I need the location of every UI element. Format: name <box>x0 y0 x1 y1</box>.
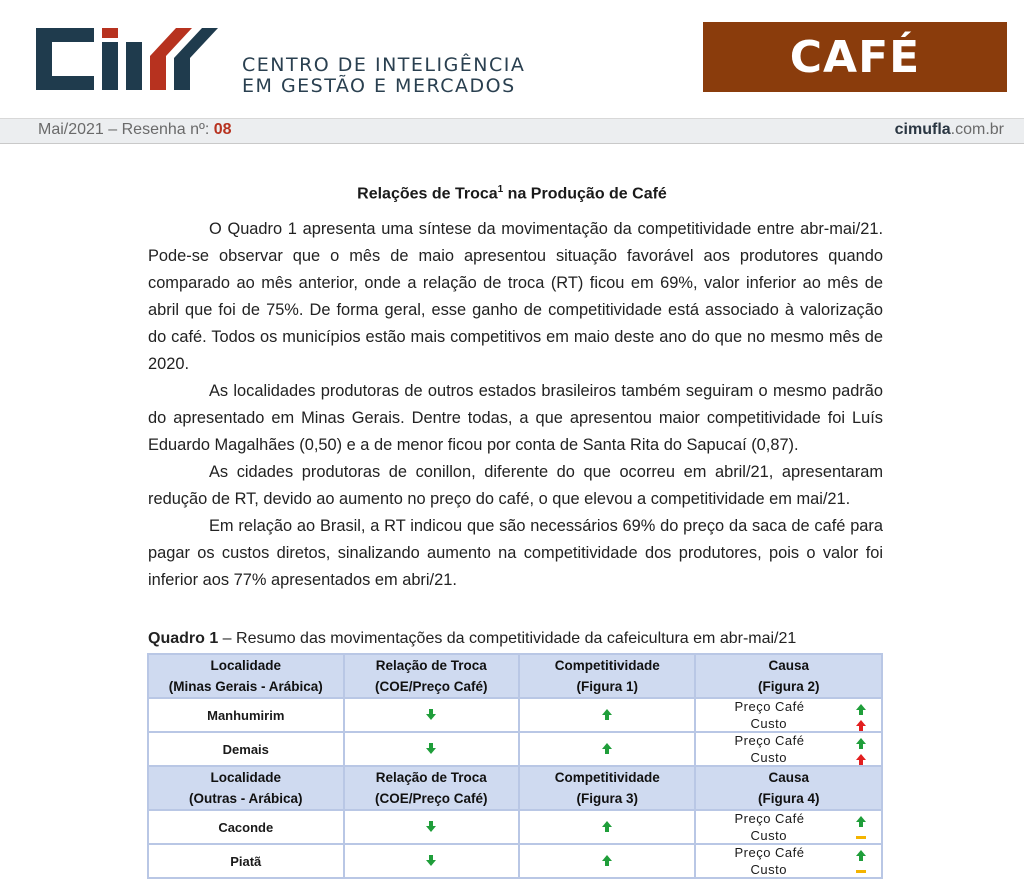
arrow-up-icon <box>602 709 612 720</box>
header-cell: Localidade (Outras - Arábica) <box>149 767 343 809</box>
header-cell: Localidade (Minas Gerais - Arábica) <box>149 655 343 697</box>
exchange-ratio-cell <box>345 699 518 731</box>
price-label: Preço Café <box>734 845 805 860</box>
arrow-down-icon <box>426 855 436 866</box>
locality-cell: Demais <box>149 733 343 765</box>
header-cell: Relação de Troca (COE/Preço Café) <box>345 655 518 697</box>
arrow-up-icon <box>602 821 612 832</box>
cause-cell <box>696 699 881 731</box>
header-cell: Competitividade (Figura 3) <box>520 767 694 809</box>
competitiveness-cell <box>520 733 694 765</box>
cim-logo <box>36 28 226 90</box>
site-link[interactable]: cimufla.com.br <box>894 121 1004 138</box>
cost-label: Custo <box>750 828 787 843</box>
edition-info: Mai/2021 – Resenha nº: 08 <box>38 121 232 138</box>
flat-dash-icon <box>856 832 866 843</box>
header-cell: Relação de Troca (COE/Preço Café) <box>345 767 518 809</box>
arrow-up-icon <box>856 850 866 861</box>
arrow-up-icon <box>856 704 866 715</box>
header-cell: Causa (Figura 2) <box>696 655 881 697</box>
footnote-marker: 1 <box>497 184 504 195</box>
table-caption: Quadro 1 – Resumo das movimentações da competitividade da cafeicultura em abr-mai/21 <box>148 630 797 647</box>
cost-label: Custo <box>750 716 787 731</box>
arrow-down-icon <box>426 821 436 832</box>
locality-cell: Caconde <box>149 811 343 843</box>
price-label: Preço Café <box>734 699 805 714</box>
table-row <box>149 811 881 843</box>
organization-name: CENTRO DE INTELIGÊNCIA EM GESTÃO E MERCADOS <box>242 54 526 97</box>
cost-label: Custo <box>750 750 787 765</box>
edition-number: 08 <box>213 121 232 138</box>
article-body <box>148 216 883 594</box>
arrow-up-red-icon <box>856 720 866 731</box>
competitiveness-cell <box>520 811 694 843</box>
paragraph: Em relação ao Brasil, a RT indicou que são necessários 69% do preço da saca de café para pagar os custos diretos, sinalizando aumento na competitividade dos produtores, pois o valor foi inferior aos 77% apresentados em abri/21. <box>148 517 883 589</box>
cause-cell <box>696 733 881 765</box>
exchange-ratio-cell <box>345 845 518 877</box>
table-row <box>149 845 881 877</box>
flat-dash-icon <box>856 866 866 877</box>
table-header-row <box>149 767 881 809</box>
section-badge: CAFÉ <box>703 22 1007 92</box>
paragraph: O Quadro 1 apresenta uma síntese da movimentação da competitividade entre abr-mai/21. Pode-se observar que o mês de maio apresentou situação favorável aos produtores quando comparado ao mês anterior, onde a relação de troca (RT) ficou em 69%, valor inferior ao mês de abril que foi de 75%. De forma geral, esse ganho de competitividade está associado à valorização do café. Todos os municípios estão mais competitivos em maio deste ano do que no mesmo mês de 2020. <box>148 220 883 373</box>
table-row <box>149 699 881 731</box>
cost-label: Custo <box>750 862 787 877</box>
header-cell: Competitividade (Figura 1) <box>520 655 694 697</box>
cause-cell <box>696 845 881 877</box>
table-row <box>149 733 881 765</box>
arrow-up-red-icon <box>856 754 866 765</box>
paragraph: As cidades produtoras de conillon, diferente do que ocorreu em abril/21, apresentaram redução de RT, devido ao aumento no preço do café, o que elevou a competitividade em mai/21. <box>148 463 883 508</box>
edition-bar <box>0 118 1024 144</box>
exchange-ratio-cell <box>345 811 518 843</box>
arrow-up-icon <box>602 855 612 866</box>
arrow-down-icon <box>426 743 436 754</box>
header-cell: Causa (Figura 4) <box>696 767 881 809</box>
cause-cell <box>696 811 881 843</box>
locality-cell: Piatã <box>149 845 343 877</box>
arrow-up-icon <box>602 743 612 754</box>
table-header-row <box>149 655 881 697</box>
competitiveness-table <box>147 653 883 879</box>
report-header <box>0 0 1024 118</box>
exchange-ratio-cell <box>345 733 518 765</box>
price-label: Preço Café <box>734 733 805 748</box>
arrow-down-icon <box>426 709 436 720</box>
competitiveness-cell <box>520 845 694 877</box>
paragraph: As localidades produtoras de outros estados brasileiros também seguiram o mesmo padrão do apresentado em Minas Gerais. Dentre todas, a que apresentou maior competitividade foi Luís Eduardo Magalhães (0,50) e a de menor ficou por conta de Santa Rita do Sapucaí (0,87). <box>148 382 883 454</box>
article-title: Relações de Troca$^1$ na Produção de Café <box>357 184 667 203</box>
arrow-up-icon <box>856 738 866 749</box>
price-label: Preço Café <box>734 811 805 826</box>
arrow-up-icon <box>856 816 866 827</box>
competitiveness-cell <box>520 699 694 731</box>
locality-cell: Manhumirim <box>149 699 343 731</box>
